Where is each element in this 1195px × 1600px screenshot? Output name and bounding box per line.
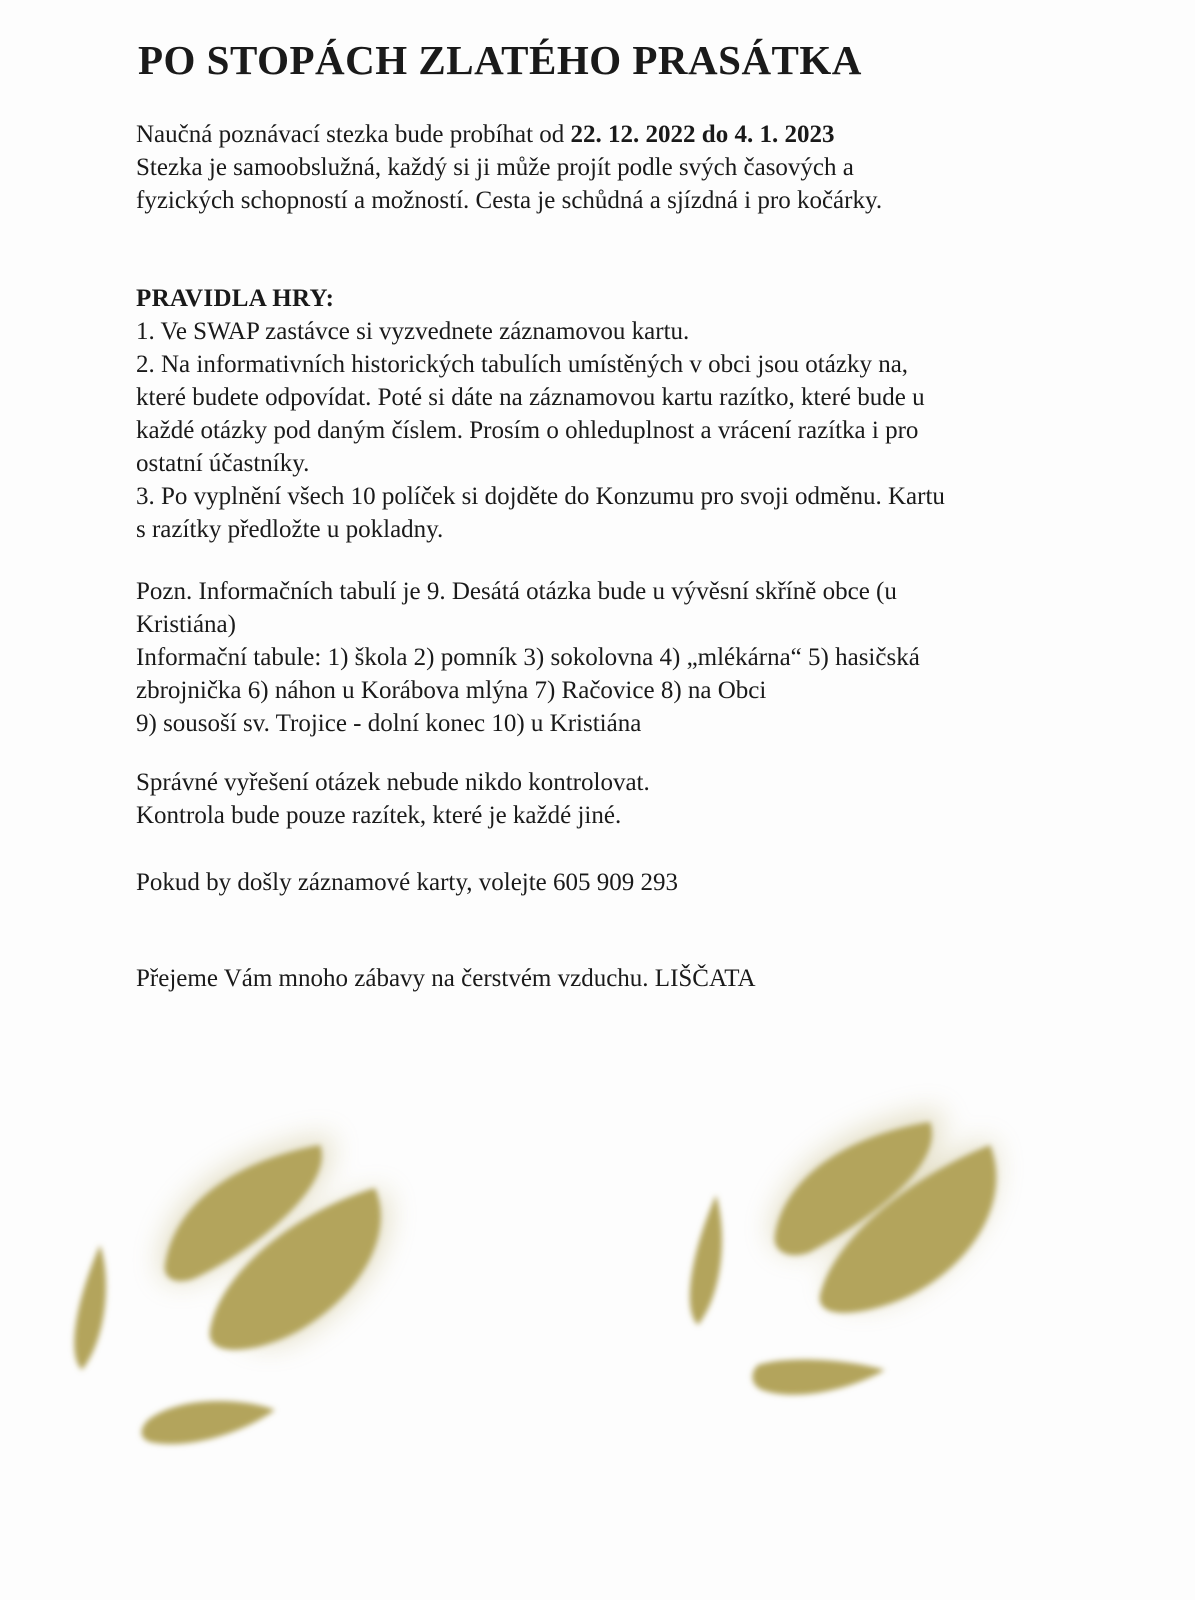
rules-line: s razítky předložte u pokladny. [136, 516, 444, 543]
pig-hoofprints-decoration [0, 1040, 1195, 1580]
intro-line-1 [136, 118, 882, 151]
hoofprint-left-icon [74, 1135, 388, 1444]
contact-line [136, 866, 678, 899]
intro-paragraph [136, 118, 882, 217]
rules-line: 1. Ve SWAP zastávce si vyzvednete záznamovou kartu. [136, 318, 690, 345]
rules-line: 2. Na informativních historických tabulích umístěných v obci jsou otázky na, [136, 351, 909, 378]
intro-line-3: fyzických schopností a možností. Cesta je schůdná a sjízdná i pro kočárky. [136, 187, 883, 214]
hoofprint-right-icon [690, 1110, 996, 1395]
document-title: PO STOPÁCH ZLATÉHO PRASÁTKA [138, 37, 862, 83]
note-line: 9) sousoší sv. Trojice - dolní konec 10) u Kristiána [136, 710, 642, 737]
control-line: Správné vyřešení otázek nebude nikdo kontrolovat. [136, 769, 650, 796]
event-dates: 22. 12. 2022 do 4. 1. 2023 [570, 121, 835, 148]
note-line: Pozn. Informačních tabulí je 9. Desátá otázka bude u vývěsní skříně obce (u [136, 578, 897, 605]
contact-text: Pokud by došly záznamové karty, volejte 605 909 293 [136, 869, 679, 896]
control-section [136, 766, 650, 832]
rules-section [136, 282, 945, 546]
note-line: zbrojnička 6) náhon u Korábova mlýna 7) Račovice 8) na Obci [136, 677, 767, 704]
closing-text: Přejeme Vám mnoho zábavy na čerstvém vzduchu. LIŠČATA [136, 965, 756, 992]
note-line: Kristiána) [136, 611, 236, 638]
rules-heading: PRAVIDLA HRY: [136, 285, 335, 312]
rules-line: které budete odpovídat. Poté si dáte na záznamovou kartu razítko, které bude u [136, 384, 925, 411]
rules-line: každé otázky pod daným číslem. Prosím o ohleduplnost a vrácení razítka i pro [136, 417, 919, 444]
closing-line [136, 962, 756, 995]
rules-line: ostatní účastníky. [136, 450, 310, 477]
control-line: Kontrola bude pouze razítek, které je každé jiné. [136, 802, 622, 829]
note-section [136, 575, 920, 740]
intro-line-2: Stezka je samoobslužná, každý si ji může projít podle svých časových a [136, 154, 854, 181]
intro-prefix: Naučná poznávací stezka bude probíhat od [136, 121, 571, 148]
rules-line: 3. Po vyplnění všech 10 políček si dojděte do Konzumu pro svoji odměnu. Kartu [136, 483, 945, 510]
note-line: Informační tabule: 1) škola 2) pomník 3) sokolovna 4) „mlékárna“ 5) hasičská [136, 644, 920, 671]
